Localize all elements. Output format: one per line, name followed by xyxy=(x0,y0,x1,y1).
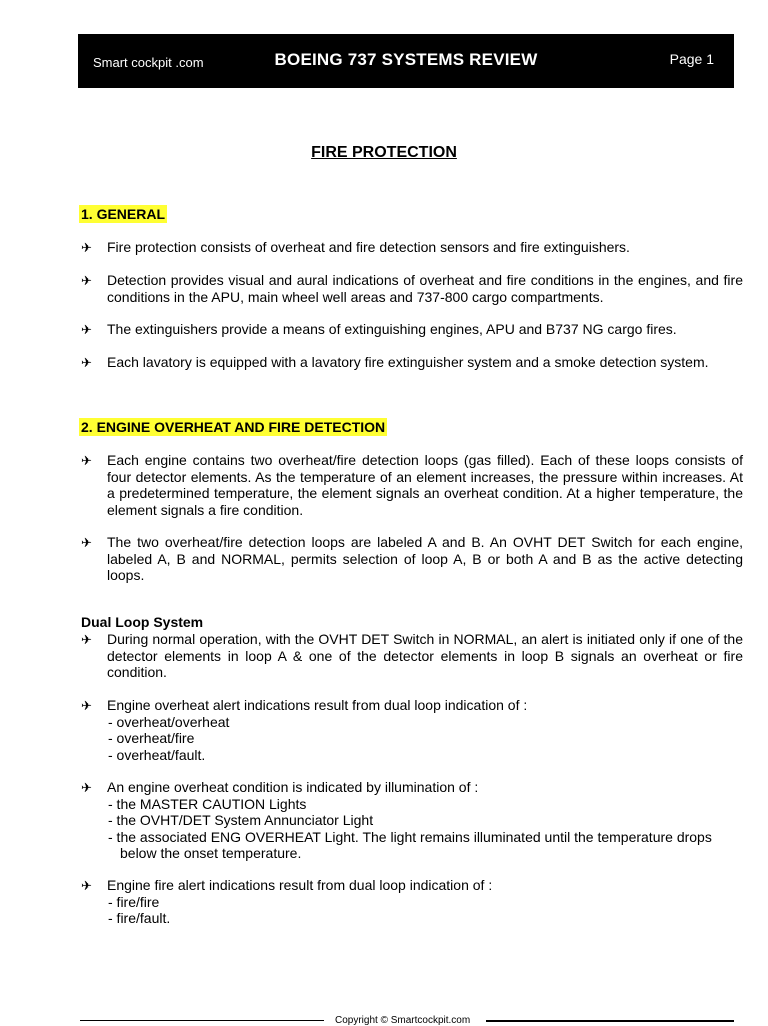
footer-rule-left xyxy=(80,1020,324,1021)
footer-rule-right xyxy=(486,1020,734,1022)
sub-list xyxy=(107,796,743,862)
sub-list-item: - the OVHT/DET System Annunciator Light xyxy=(108,812,374,828)
bullet-text: The extinguishers provide a means of extinguishing engines, APU and B737 NG cargo fires. xyxy=(107,321,677,337)
airplane-icon: ✈ xyxy=(81,535,92,550)
sub-list-item: - the associated ENG OVERHEAT Light. The light remains illuminated until the temperature drops xyxy=(108,828,712,845)
sub-list-item: - overheat/fire xyxy=(108,730,195,746)
airplane-icon: ✈ xyxy=(81,273,92,288)
airplane-icon: ✈ xyxy=(81,240,92,255)
bullet-text: Each engine contains two overheat/fire detection loops (gas filled). Each of these loops consists of four detector elements. As the temperature of an element increases, the pressure within increases. At a predetermined temperature, the element signals an overheat condition. At a higher temperature, the element signals a fire condition. xyxy=(107,452,743,518)
bullet-item xyxy=(81,239,743,256)
bullet-text: Detection provides visual and aural indications of overheat and fire conditions in the engines, and fire conditions in the APU, main wheel well areas and 737-800 cargo compartments. xyxy=(107,272,743,305)
bullet-text: During normal operation, with the OVHT DET Switch in NORMAL, an alert is initiated only if one of the detector elements in loop A & one of the detector elements in loop B signals an overheat or fire condition. xyxy=(107,631,743,680)
sub-list-item: - fire/fault. xyxy=(108,910,171,926)
bullet-item xyxy=(81,877,743,927)
airplane-icon: ✈ xyxy=(81,698,92,713)
bullet-text: The two overheat/fire detection loops are labeled A and B. An OVHT DET Switch for each engine, labeled A, B and NORMAL, permits selection of loop A, B or both A and B as the active detecting loops. xyxy=(107,534,743,583)
bullet-item xyxy=(81,534,743,584)
bullet-text: Each lavatory is equipped with a lavatory fire extinguisher system and a smoke detection system. xyxy=(107,354,709,370)
airplane-icon: ✈ xyxy=(81,878,92,893)
airplane-icon: ✈ xyxy=(81,355,92,370)
bullet-item xyxy=(81,272,743,305)
subheading-dual-loop: Dual Loop System xyxy=(81,614,204,630)
airplane-icon: ✈ xyxy=(81,322,92,337)
sub-list-item: - overheat/overheat xyxy=(108,713,230,730)
section-heading-general: 1. GENERAL xyxy=(81,206,166,222)
bullet-text: Fire protection consists of overheat and fire detection sensors and fire extinguishers. xyxy=(107,239,630,255)
sub-list-item: - overheat/fault. xyxy=(108,746,206,763)
bullet-item xyxy=(81,697,743,763)
document-title: FIRE PROTECTION xyxy=(311,144,457,161)
page-number: Page 1 xyxy=(669,51,714,67)
bullet-text: Engine fire alert indications result from dual loop indication of : xyxy=(107,877,493,893)
bullet-item xyxy=(81,452,743,518)
bullet-item xyxy=(81,354,743,371)
bullet-text: Engine overheat alert indications result from dual loop indication of : xyxy=(107,697,528,713)
bullet-text: An engine overheat condition is indicated by illumination of : xyxy=(107,779,479,795)
airplane-icon: ✈ xyxy=(81,780,92,795)
sub-list-item-continuation: below the onset temperature. xyxy=(120,845,302,861)
section-heading-engine: 2. ENGINE OVERHEAT AND FIRE DETECTION xyxy=(81,419,386,435)
copyright-notice: Copyright © Smartcockpit.com xyxy=(335,1015,471,1026)
bullet-item xyxy=(81,779,743,862)
bullet-item xyxy=(81,631,743,681)
airplane-icon: ✈ xyxy=(81,632,92,647)
header-title: BOEING 737 SYSTEMS REVIEW xyxy=(274,50,538,69)
sub-list xyxy=(107,714,743,764)
sub-list xyxy=(107,894,743,927)
page-header xyxy=(78,34,734,88)
site-name: Smart cockpit .com xyxy=(93,55,204,70)
sub-list-item: - fire/fire xyxy=(108,893,160,910)
sub-list-item: - the MASTER CAUTION Lights xyxy=(108,795,307,812)
airplane-icon: ✈ xyxy=(81,453,92,468)
bullet-item xyxy=(81,321,743,338)
